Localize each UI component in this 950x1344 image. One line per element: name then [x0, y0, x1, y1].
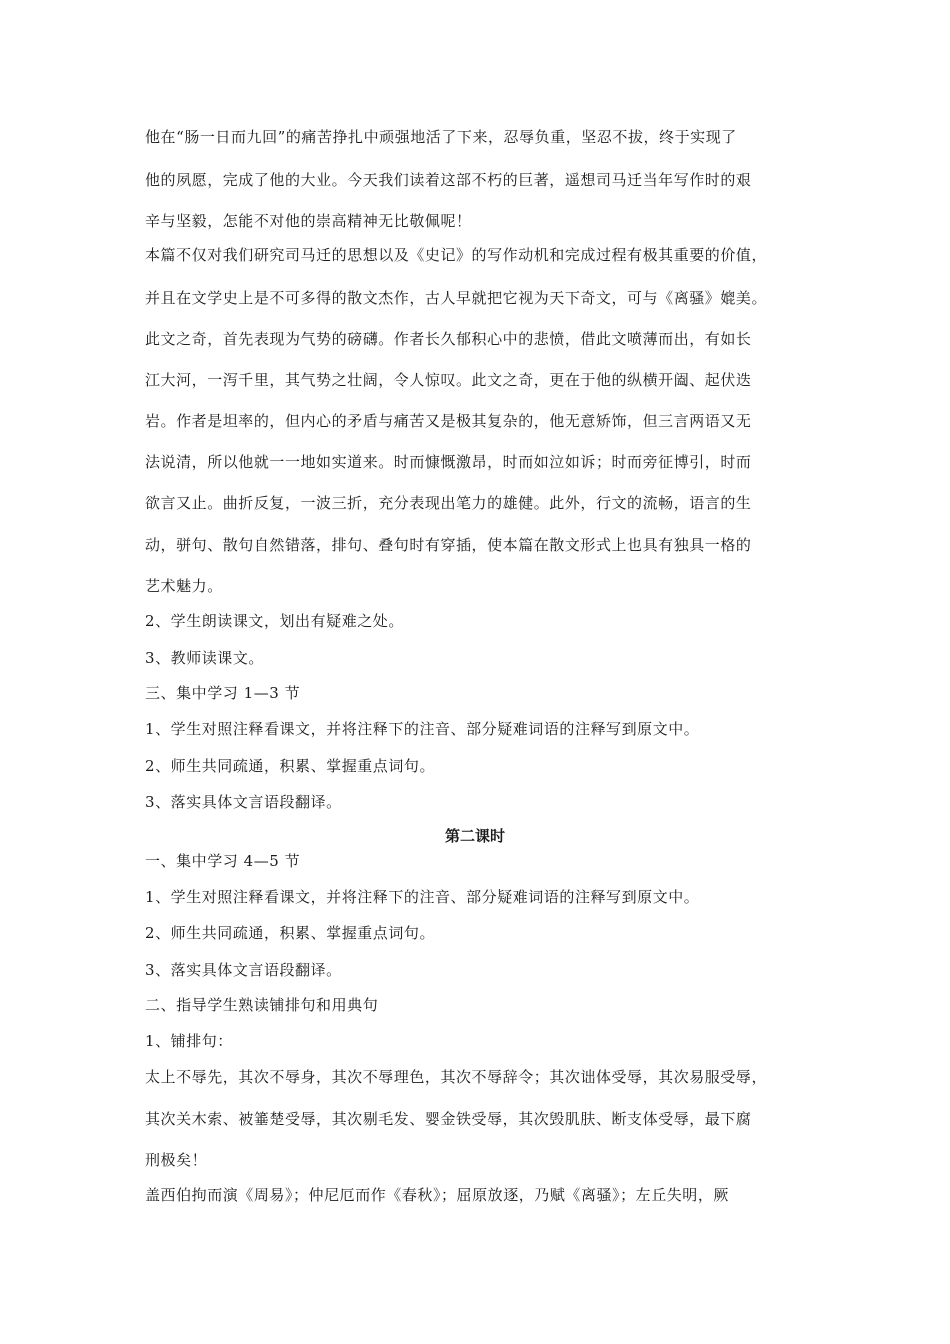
text-line: 其次关木索、被箠楚受辱，其次剔毛发、婴金铁受辱，其次毁肌肤、断支体受辱，最下腐 — [145, 1110, 752, 1128]
text-line: 他在“肠一日而九回”的痛苦挣扎中顽强地活了下来，忍辱负重，坚忍不拔，终于实现了 — [145, 128, 737, 146]
list-item: 2、师生共同疏通，积累、掌握重点词句。 — [145, 924, 435, 942]
text-line: 法说清，所以他就一一地如实道来。时而慷慨激昂，时而如泣如诉；时而旁征博引，时而 — [145, 453, 752, 471]
text-line: 辛与坚毅，怎能不对他的崇高精神无比敬佩呢！ — [145, 212, 472, 230]
list-item: 3、落实具体文言语段翻译。 — [145, 793, 342, 811]
text-line: 岩。作者是坦率的，但内心的矛盾与痛苦又是极其复杂的，他无意矫饰，但三言两语又无 — [145, 412, 752, 430]
text-line: 江大河，一泻千里，其气势之壮阔，令人惊叹。此文之奇，更在于他的纵横开阖、起伏迭 — [145, 371, 752, 389]
text-line: 盖西伯拘而演《周易》；仲尼厄而作《春秋》；屈原放逐，乃赋《离骚》；左丘失明，厥 — [145, 1186, 729, 1204]
text-line: 欲言又止。曲折反复，一波三折，充分表现出笔力的雄健。此外，行文的流畅，语言的生 — [145, 494, 752, 512]
text-line: 艺术魅力。 — [145, 577, 223, 595]
list-item: 2、师生共同疏通，积累、掌握重点词句。 — [145, 757, 435, 775]
list-item: 3、落实具体文言语段翻译。 — [145, 961, 342, 979]
text-line: 本篇不仅对我们研究司马迁的思想以及《史记》的写作动机和完成过程有极其重要的价值， — [145, 246, 768, 264]
text-line: 并且在文学史上是不可多得的散文杰作，古人早就把它视为天下奇文，可与《离骚》媲美。 — [145, 289, 768, 307]
text-line: 刑极矣！ — [145, 1151, 208, 1169]
section-title: 一、集中学习 4—5 节 — [145, 852, 301, 870]
text-line: 动，骈句、散句自然错落，排句、叠句时有穿插，使本篇在散文形式上也具有独具一格的 — [145, 536, 752, 554]
list-item: 3、教师读课文。 — [145, 649, 264, 667]
list-item: 2、学生朗读课文，划出有疑难之处。 — [145, 612, 404, 630]
section-title: 三、集中学习 1—3 节 — [145, 684, 301, 702]
text-line: 他的夙愿，完成了他的大业。今天我们读着这部不朽的巨著，遥想司马迁当年写作时的艰 — [145, 171, 752, 189]
text-line: 太上不辱先，其次不辱身，其次不辱理色，其次不辱辞令；其次诎体受辱，其次易服受辱， — [145, 1068, 768, 1086]
list-item: 1、铺排句： — [145, 1032, 233, 1050]
text-line: 此文之奇，首先表现为气势的磅礴。作者长久郁积心中的悲愤，借此文喷薄而出，有如长 — [145, 330, 752, 348]
list-item: 1、学生对照注释看课文，并将注释下的注音、部分疑难词语的注释写到原文中。 — [145, 888, 700, 906]
list-item: 1、学生对照注释看课文，并将注释下的注音、部分疑难词语的注释写到原文中。 — [145, 720, 700, 738]
section-title: 二、指导学生熟读铺排句和用典句 — [145, 996, 379, 1014]
lesson-heading: 第二课时 — [444, 827, 505, 845]
